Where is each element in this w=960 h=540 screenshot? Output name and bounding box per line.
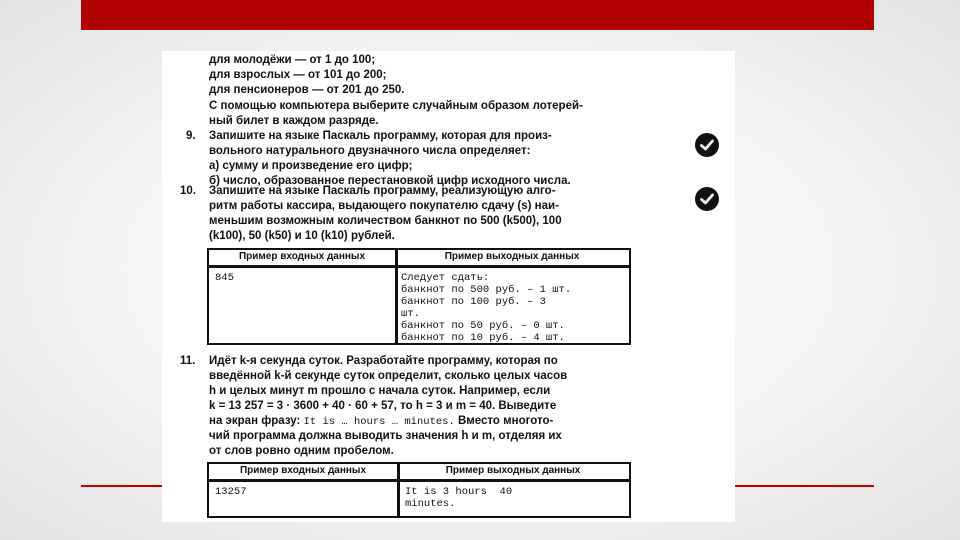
task-9-line-3: а) сумму и произведение его цифр;: [209, 160, 413, 172]
table-header-input: Пример входных данных: [238, 251, 366, 262]
task-10-line-1: Запишите на языке Паскаль программу, реализующую алго-: [209, 185, 556, 197]
task-9-line-1: Запишите на языке Паскаль программу, которая для произ-: [209, 130, 552, 142]
task-11-line-4: k = 13 257 = 3 · 3600 + 40 · 60 + 57, то h = 3 и m = 40. Выведите: [209, 400, 557, 412]
task-9-line-4: б) число, образованное перестановкой цифр исходного числа.: [209, 175, 571, 187]
task-10-line-2: ритм работы кассира, выдающего покупателю сдачу (s) наи-: [209, 200, 559, 212]
task-9-line-2: вольного натурального двузначного числа определяет:: [209, 145, 531, 157]
task-11-line-5-start: на экран фразу:: [209, 415, 301, 427]
table-output-cell: It is 3 hours 40 minutes.: [405, 486, 513, 510]
top-accent-bar: [81, 0, 874, 30]
task-11-number: 11.: [180, 355, 196, 367]
task-11-example-table: [207, 462, 631, 518]
check-circle-icon: [695, 187, 719, 211]
intro-line-2: для взрослых — от 101 до 200;: [209, 69, 387, 81]
task-11-line-3: h и целых минут m прошло с начала суток. Например, если: [209, 385, 551, 397]
task-10-line-3: меньшим возможным количеством банкнот по 500 (k500), 100: [209, 215, 562, 227]
table-header-input: Пример входных данных: [239, 465, 367, 476]
task-9-number: 9.: [186, 130, 196, 142]
intro-line-3: для пенсионеров — от 201 до 250.: [209, 84, 405, 96]
table-column-divider: [395, 250, 398, 343]
table-input-cell: 845: [215, 272, 234, 284]
task-11-line-2: введённой k-й секунде суток определит, сколько целых часов: [209, 370, 568, 382]
bottom-rule-right: [735, 485, 874, 487]
task-11-code-phrase: It is … hours … minutes.: [303, 416, 455, 428]
table-header-output: Пример выходных данных: [445, 465, 581, 476]
table-header-output: Пример выходных данных: [444, 251, 580, 262]
table-output-cell: Следует сдать: банкнот по 500 руб. – 1 шт. банкнот по 100 руб. – 3 шт. банкнот по 50 руб. – 0 шт. банкнот по 10 руб. – 4 шт.: [401, 272, 572, 344]
task-11-line-5-end: Вместо многото-: [457, 415, 554, 427]
intro-line-5: ный билет в каждом разряде.: [209, 115, 379, 127]
task-11-line-1: Идёт k-я секунда суток. Разработайте программу, которая по: [209, 355, 558, 367]
task-10-example-table: [207, 248, 631, 345]
task-10-line-4: (k100), 50 (k50) и 10 (k10) рублей.: [209, 230, 395, 242]
task-11-line-7: от слов ровно одним пробелом.: [209, 445, 394, 457]
table-header-divider: [209, 479, 629, 482]
task-11-line-6: чий программа должна выводить значения h и m, отделяя их: [209, 430, 562, 442]
task-11-line-5: [209, 414, 553, 430]
task-10-number: 10.: [180, 185, 196, 197]
intro-line-1: для молодёжи — от 1 до 100;: [209, 54, 376, 66]
textbook-page-scan: [162, 51, 735, 522]
bottom-rule-left: [81, 485, 163, 487]
table-input-cell: 13257: [215, 486, 247, 498]
table-header-divider: [209, 265, 629, 268]
check-circle-icon: [695, 133, 719, 157]
intro-line-4: С помощью компьютера выберите случайным образом лотерей-: [209, 100, 583, 112]
